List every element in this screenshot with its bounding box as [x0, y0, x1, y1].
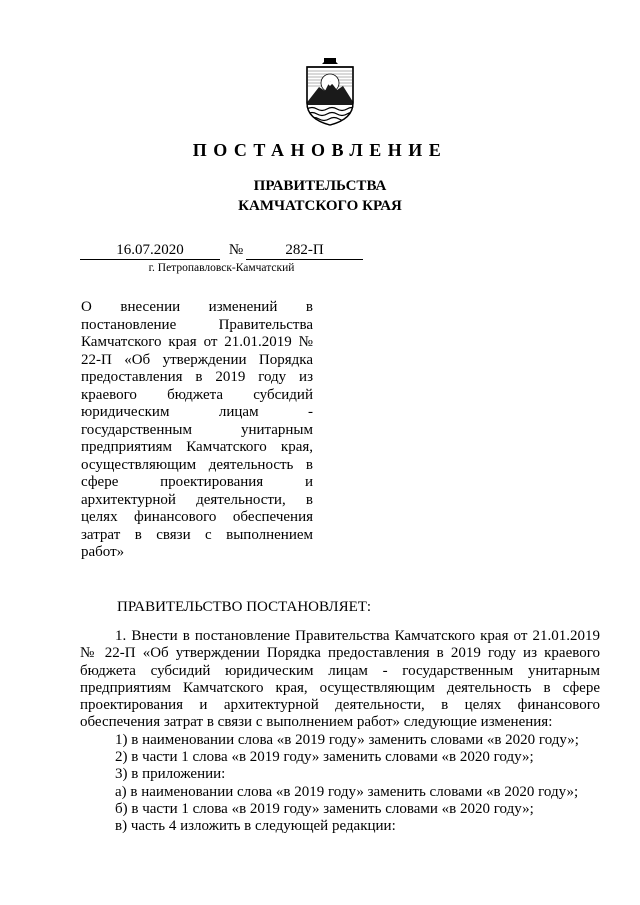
document-subject: О внесении изменений в постановление Правительства Камчатского края от 21.01.2019 № 22-П «Об утверждении Порядка предоставления в 2019 году из краевого бюджета субсидий юридическим лицам - государственным унитарным предприятиям Камчатского края, осуществляющим деятельность в сфере проектирования и архитектурной деятельности, в целях финансового обеспечения затрат в связи с выполнением работ»	[81, 299, 313, 560]
document-number: 282-П	[246, 241, 363, 260]
list-item: 3) в приложении:	[115, 766, 226, 783]
coat-of-arms-emblem	[299, 57, 361, 127]
issuing-authority	[0, 176, 640, 216]
list-item: 1) в наименовании слова «в 2019 году» заменить словами «в 2020 году»;	[115, 731, 579, 748]
document-body	[80, 628, 600, 836]
authority-line-2: КАМЧАТСКОГО КРАЯ	[238, 198, 402, 214]
resolution-intro: ПРАВИТЕЛЬСТВО ПОСТАНОВЛЯЕТ:	[117, 599, 372, 615]
document-type-title: ПОСТАНОВЛЕНИЕ	[192, 140, 448, 160]
kamchatka-coat-of-arms-icon	[299, 57, 361, 127]
authority-line-1: ПРАВИТЕЛЬСТВА	[253, 178, 387, 194]
number-sign: №	[228, 242, 244, 258]
issue-city: г. Петропавловск-Камчатский	[148, 262, 295, 274]
paragraph-1: 1. Внести в постановление Правительства Камчатского края от 21.01.2019 № 22-П «Об утверждении Порядка предоставления в 2019 году из краевого бюджета субсидий юридическим лицам - государственным унитарным предприятиям Камчатского края, осуществляющим деятельность в сфере проектирования и архитектурной деятельности, в целях финансового обеспечения затрат в связи с выполнением работ» следующие изменения:	[80, 628, 600, 731]
document-date: 16.07.2020	[80, 241, 220, 260]
list-item: а) в наименовании слова «в 2019 году» заменить словами «в 2020 году»;	[115, 783, 579, 800]
list-item: 2) в части 1 слова «в 2019 году» заменить словами «в 2020 году»;	[115, 749, 534, 766]
list-item: б) в части 1 слова «в 2019 году» заменить словами «в 2020 году»;	[115, 800, 534, 817]
list-item: в) часть 4 изложить в следующей редакции:	[115, 818, 396, 835]
